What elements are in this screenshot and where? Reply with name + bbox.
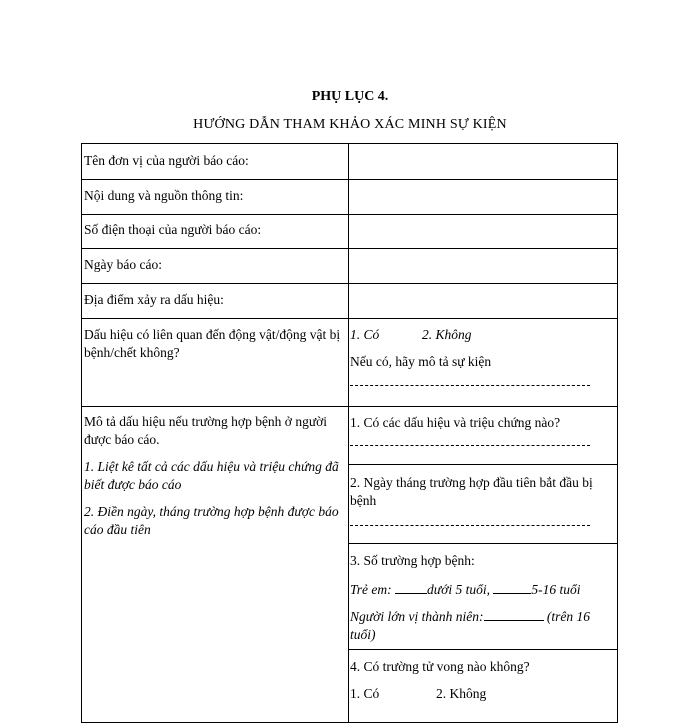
verification-form-table [81,143,618,723]
first-case-question: 2. Ngày tháng trường hợp đầu tiên bắt đầu bị bệnh [350,475,593,508]
describe-signs-label: Mô tả dấu hiệu nếu trường hợp bệnh ở người được báo cáo. [84,414,328,447]
animal-option-no[interactable]: 2. Không [422,327,472,342]
deaths-option-no[interactable]: 2. Không [436,686,487,701]
adults-blank[interactable] [484,607,544,621]
animal-option-yes[interactable]: 1. Có [350,327,380,342]
row-divider [82,406,617,407]
symptoms-question: 1. Có các dấu hiệu và triệu chứng nào? [350,415,561,430]
reporter-phone-label: Số điện thoại của người báo cáo: [84,222,262,237]
report-date-field[interactable] [349,249,617,283]
symptoms-answer-line[interactable] [350,445,590,446]
describe-signs-hint-2: 2. Điền ngày, tháng trường hợp bệnh được báo cáo đầu tiên [84,504,339,537]
cell-divider [348,649,617,650]
appendix-subtitle: HƯỚNG DẪN THAM KHẢO XÁC MINH SỰ KIỆN [193,117,507,132]
children-5-16-label: 5-16 tuổi [531,582,581,597]
children-5-16-blank[interactable] [493,580,531,594]
adults-suffix: (trên 16 tuổi) [350,609,591,642]
deaths-option-yes[interactable]: 1. Có [350,686,380,701]
appendix-title: PHỤ LỤC 4. [311,89,389,104]
row-divider [82,318,617,319]
adults-prefix: Người lớn vị thành niên: [350,609,484,624]
reporter-phone-field[interactable] [349,215,617,248]
reporter-unit-label: Tên đơn vị của người báo cáo: [84,153,249,168]
describe-signs-hint-1: 1. Liệt kê tất cả các dấu hiệu và triệu chứng đã biết được báo cáo [84,459,339,492]
cell-divider [348,464,617,465]
first-case-answer-line[interactable] [350,525,590,526]
animal-describe-prompt: Nếu có, hãy mô tả sự kiện [350,354,492,369]
location-field[interactable] [349,284,617,318]
case-count-label: 3. Số trường hợp bệnh: [350,553,475,568]
animal-question-label: Dấu hiệu có liên quan đến động vật/động vật bị bệnh/chết không? [84,327,341,360]
reporter-unit-field[interactable] [349,144,617,179]
children-under5-label: dưới 5 tuổi, [427,582,494,597]
cell-divider [348,543,617,544]
deaths-question: 4. Có trường tử vong nào không? [350,659,530,674]
animal-describe-line[interactable] [350,385,590,386]
location-label: Địa điểm xảy ra dấu hiệu: [84,292,224,307]
children-prefix: Trẻ em: [350,582,395,597]
content-source-label: Nội dung và nguồn thông tin: [84,188,244,203]
children-count-line [350,580,580,599]
content-source-field[interactable] [349,180,617,214]
children-under5-blank[interactable] [395,580,427,594]
adults-count-line [350,607,616,644]
report-date-label: Ngày báo cáo: [84,257,162,272]
